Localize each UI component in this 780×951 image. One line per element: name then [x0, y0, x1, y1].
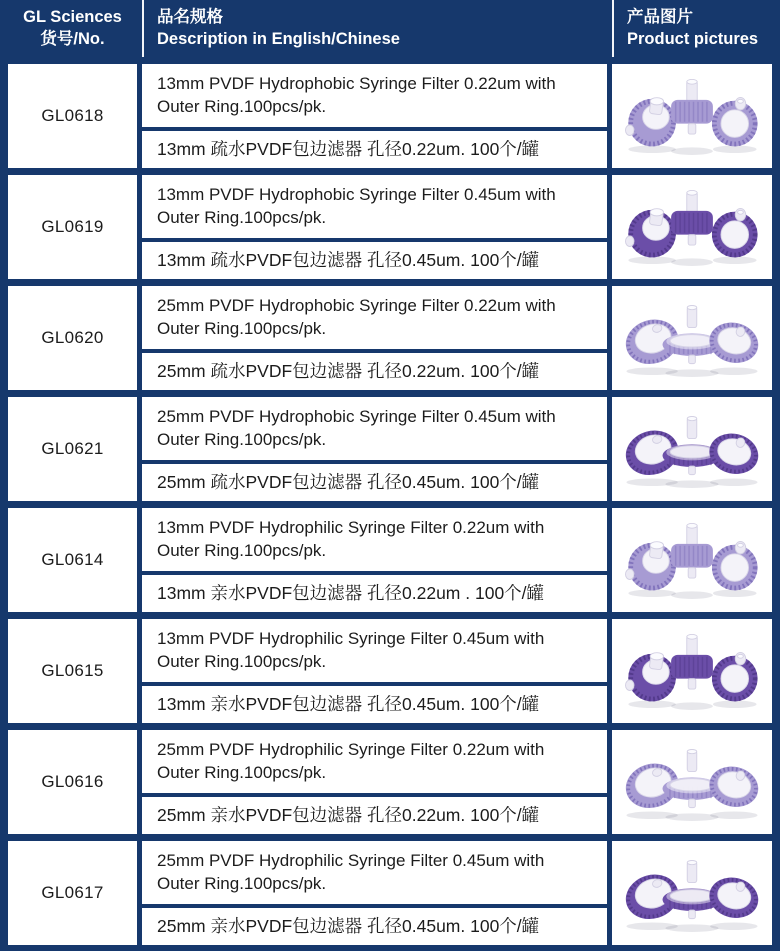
header-pictures-column — [612, 0, 772, 57]
header-pictures-line1: 产品图片 — [627, 8, 693, 27]
description-english: 25mm PVDF Hydrophobic Syringe Filter 0.22um with Outer Ring.100pcs/pk. — [142, 286, 607, 349]
product-code-cell — [8, 286, 137, 390]
disc-right-tilted — [705, 317, 763, 368]
product-code: GL0620 — [41, 328, 104, 347]
description-cell — [142, 64, 607, 168]
product-code-cell — [8, 730, 137, 834]
table-row — [8, 730, 772, 834]
header-pictures-line2: Product pictures — [627, 29, 759, 48]
filter-middle-side — [671, 634, 713, 689]
disc-right-tilted — [705, 872, 763, 923]
filter-middle-side — [671, 79, 713, 134]
description-chinese: 13mm 亲水PVDF包边滤器 孔径0.22um . 100个/罐 — [142, 575, 607, 612]
product-code-cell — [8, 619, 137, 723]
table-row — [8, 64, 772, 168]
table-row — [8, 286, 772, 390]
filter-right-front — [712, 208, 758, 257]
description-english: 13mm PVDF Hydrophilic Syringe Filter 0.45um with Outer Ring.100pcs/pk. — [142, 619, 607, 682]
header-code-column — [8, 0, 137, 57]
product-photo — [612, 286, 772, 390]
product-photo — [612, 397, 772, 501]
description-english: 13mm PVDF Hydrophobic Syringe Filter 0.22um with Outer Ring.100pcs/pk. — [142, 64, 607, 127]
description-cell — [142, 841, 607, 945]
header-code-line1: GL Sciences — [23, 8, 122, 27]
disc-right-tilted — [705, 761, 763, 812]
filter-middle-side — [671, 190, 713, 245]
description-chinese: 25mm 亲水PVDF包边滤器 孔径0.22um. 100个/罐 — [142, 797, 607, 834]
syringe-filter-13mm-graphic — [616, 178, 768, 276]
product-code: GL0615 — [41, 661, 104, 680]
filter-left-tilted — [626, 542, 676, 591]
product-photo — [612, 730, 772, 834]
product-code-cell — [8, 175, 137, 279]
filter-right-front — [712, 541, 758, 590]
syringe-filter-25mm-graphic — [616, 400, 768, 498]
filter-left-tilted — [626, 653, 676, 702]
filter-left-tilted — [626, 209, 676, 258]
product-code: GL0617 — [41, 883, 104, 902]
product-photo — [612, 619, 772, 723]
filter-middle-side — [671, 523, 713, 578]
product-photo — [612, 508, 772, 612]
syringe-filter-13mm-graphic — [616, 67, 768, 165]
header-code-line2: 货号/No. — [40, 29, 105, 48]
header-description-column — [142, 0, 607, 57]
description-english: 25mm PVDF Hydrophobic Syringe Filter 0.45um with Outer Ring.100pcs/pk. — [142, 397, 607, 460]
description-chinese: 25mm 疏水PVDF包边滤器 孔径0.45um. 100个/罐 — [142, 464, 607, 501]
syringe-filter-25mm-graphic — [616, 733, 768, 831]
product-code-cell — [8, 841, 137, 945]
table-row — [8, 619, 772, 723]
table-header — [0, 0, 780, 57]
table-row — [8, 175, 772, 279]
header-description-line1: 品名规格 — [157, 8, 223, 27]
description-english: 25mm PVDF Hydrophilic Syringe Filter 0.45um with Outer Ring.100pcs/pk. — [142, 841, 607, 904]
description-cell — [142, 508, 607, 612]
product-code-cell — [8, 508, 137, 612]
disc-right-tilted — [705, 428, 763, 479]
description-cell — [142, 397, 607, 501]
product-photo — [612, 841, 772, 945]
description-english: 13mm PVDF Hydrophobic Syringe Filter 0.45um with Outer Ring.100pcs/pk. — [142, 175, 607, 238]
table-row — [8, 508, 772, 612]
product-photo — [612, 175, 772, 279]
description-chinese: 13mm 疏水PVDF包边滤器 孔径0.45um. 100个/罐 — [142, 242, 607, 279]
header-description-line2: Description in English/Chinese — [157, 29, 400, 48]
syringe-filter-13mm-graphic — [616, 622, 768, 720]
syringe-filter-13mm-graphic — [616, 511, 768, 609]
product-code-cell — [8, 64, 137, 168]
description-chinese: 25mm 亲水PVDF包边滤器 孔径0.45um. 100个/罐 — [142, 908, 607, 945]
description-english: 25mm PVDF Hydrophilic Syringe Filter 0.22um with Outer Ring.100pcs/pk. — [142, 730, 607, 793]
description-chinese: 25mm 疏水PVDF包边滤器 孔径0.22um. 100个/罐 — [142, 353, 607, 390]
description-cell — [142, 730, 607, 834]
description-cell — [142, 286, 607, 390]
filter-left-tilted — [626, 98, 676, 147]
table-row — [8, 397, 772, 501]
filter-right-front — [712, 652, 758, 701]
product-code-cell — [8, 397, 137, 501]
product-photo — [612, 64, 772, 168]
product-code: GL0619 — [41, 217, 104, 236]
syringe-filter-25mm-graphic — [616, 844, 768, 942]
product-code: GL0616 — [41, 772, 104, 791]
description-english: 13mm PVDF Hydrophilic Syringe Filter 0.22um with Outer Ring.100pcs/pk. — [142, 508, 607, 571]
filter-right-front — [712, 97, 758, 146]
product-code: GL0614 — [41, 550, 104, 569]
product-code: GL0618 — [41, 106, 104, 125]
syringe-filter-25mm-graphic — [616, 289, 768, 387]
product-table-body — [0, 57, 780, 951]
description-cell — [142, 619, 607, 723]
description-chinese: 13mm 亲水PVDF包边滤器 孔径0.45um. 100个/罐 — [142, 686, 607, 723]
description-chinese: 13mm 疏水PVDF包边滤器 孔径0.22um. 100个/罐 — [142, 131, 607, 168]
description-cell — [142, 175, 607, 279]
product-code: GL0621 — [41, 439, 104, 458]
table-row — [8, 841, 772, 945]
